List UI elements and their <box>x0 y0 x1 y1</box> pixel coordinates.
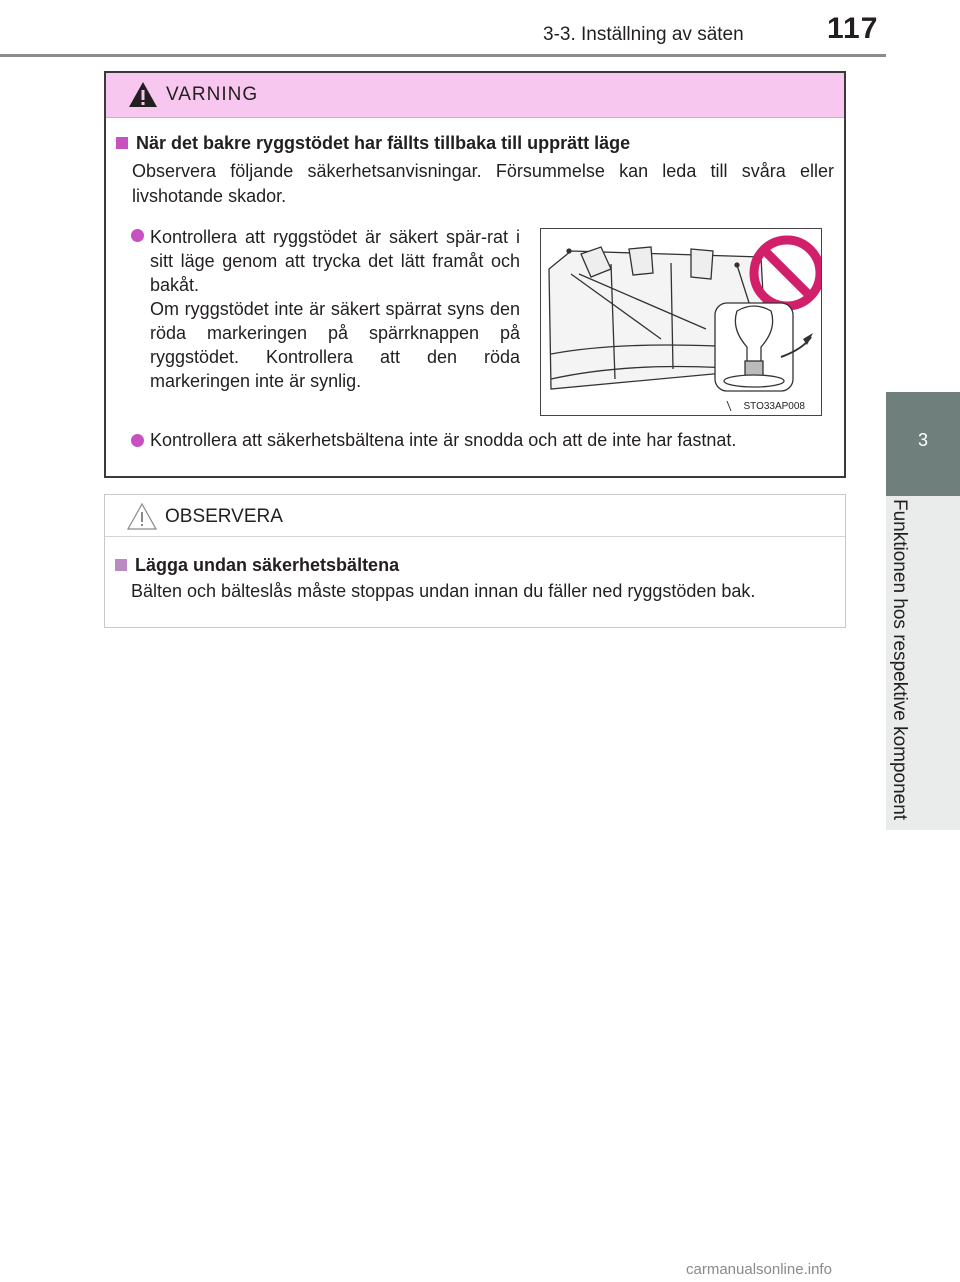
notice-text: Bälten och bälteslås måste stoppas undan innan du fäller ned ryggstöden bak. <box>131 581 756 601</box>
chapter-title: Funktionen hos respektive komponent <box>889 499 910 821</box>
warning-intro: Observera följande säkerhetsanvisningar. Försummelse kan leda till svåra eller livshotande skador. <box>132 161 834 206</box>
section-title: 3-3. Inställning av säten <box>543 24 744 45</box>
square-bullet-icon <box>115 559 127 571</box>
notice-header <box>105 495 845 537</box>
page-number: 117 <box>827 12 879 45</box>
warning-bullet-2: Kontrollera att säkerhetsbältena inte är snodda och att de inte har fastnat. <box>150 430 736 451</box>
caution-triangle-icon <box>127 503 157 530</box>
figure-code: STO33AP008 <box>743 401 805 412</box>
seat-illustration <box>540 228 822 416</box>
watermark: carmanualsonline.info <box>686 1261 832 1278</box>
notice-heading: Lägga undan säkerhetsbältena <box>115 555 399 576</box>
header-rule <box>0 54 886 57</box>
notice-box <box>104 494 846 628</box>
warning-heading: När det bakre ryggstödet har fällts tillbaka till upprätt läge <box>116 133 630 154</box>
warning-header <box>106 73 844 118</box>
chapter-number: 3 <box>917 430 928 450</box>
warning-label: VARNING <box>166 84 259 105</box>
round-bullet-icon <box>131 434 144 447</box>
rear-seat-drawing <box>541 229 822 416</box>
warning-box <box>104 71 846 478</box>
round-bullet-icon <box>131 229 144 242</box>
chapter-tab <box>886 392 960 496</box>
warning-bullet-1: Kontrollera att ryggstödet är säkert spär-rat i sitt läge genom att trycka det lätt framåt och bakåt. Om ryggstödet inte är säkert spärrat syns den röda markeringen på spärrknappen på ryggstödet. Kontrollera att den röda markeringen inte är synlig. <box>150 225 520 393</box>
notice-label: OBSERVERA <box>165 506 283 527</box>
square-bullet-icon <box>116 137 128 149</box>
warning-triangle-icon <box>128 81 158 108</box>
